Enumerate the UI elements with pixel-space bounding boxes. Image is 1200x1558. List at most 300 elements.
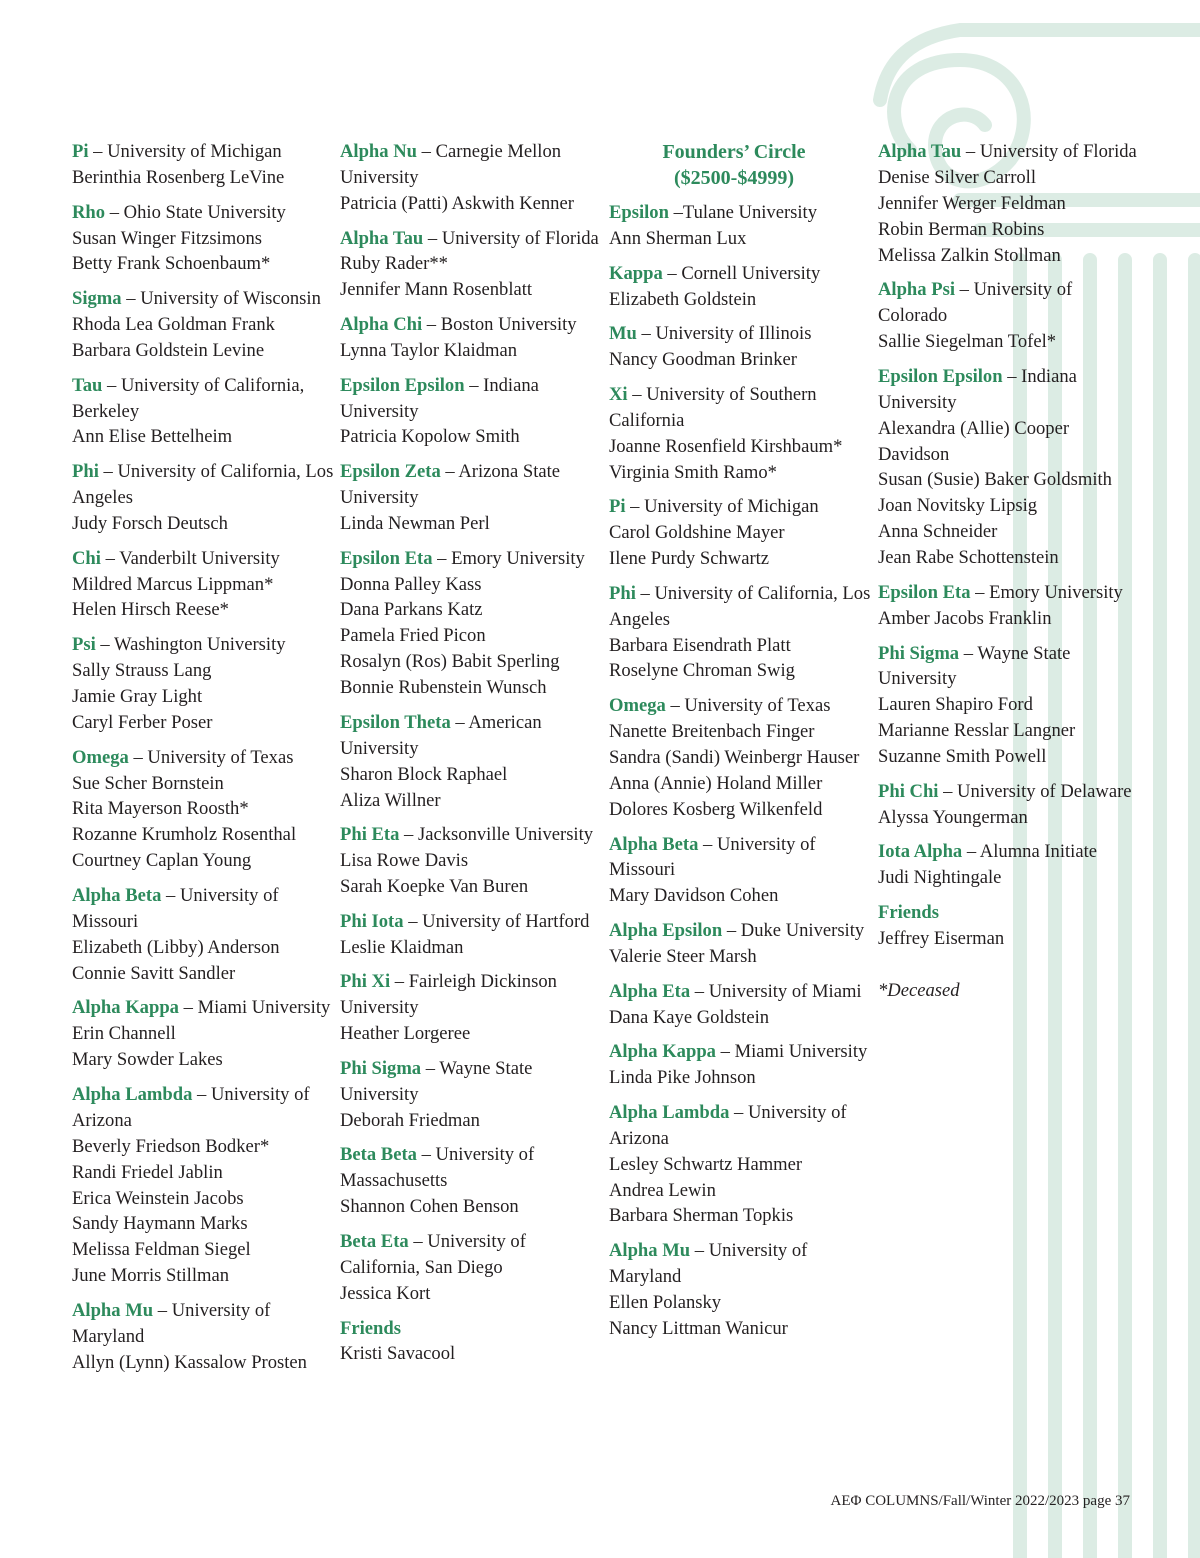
donor-name: Virginia Smith Ramo* — [609, 461, 777, 483]
separator: – — [95, 634, 115, 656]
donor-name: Dana Kaye Goldstein — [609, 1006, 770, 1028]
donor-name: Heather Lorgeree — [340, 1023, 471, 1045]
chapter-entry — [878, 364, 1140, 571]
chapter-heading — [609, 382, 871, 434]
chapter-heading — [878, 139, 1140, 165]
chapter-heading — [72, 995, 334, 1021]
chapter-entry — [878, 580, 1140, 632]
donor-name: Dolores Kosberg Wilkenfeld — [609, 798, 823, 820]
donor-name: Rozanne Krumholz Rosenthal — [72, 824, 297, 846]
chapter-name: Alpha Lambda — [609, 1101, 730, 1123]
institution-name: Duke University — [740, 920, 865, 942]
deceased-note: *Deceased — [878, 979, 960, 1001]
institution-name: Alumna Initiate — [979, 841, 1098, 863]
donor-name: Ann Sherman Lux — [609, 227, 747, 249]
institution-name: University of Texas — [684, 695, 831, 717]
chapter-heading — [340, 373, 602, 425]
chapter-entry — [72, 546, 334, 624]
chapter-heading — [72, 1298, 334, 1350]
chapter-name: Alpha Chi — [340, 314, 423, 336]
donor-name: Barbara Goldstein Levine — [72, 339, 265, 361]
chapter-heading — [878, 580, 1140, 606]
separator: – — [690, 980, 709, 1002]
chapter-name: Epsilon Epsilon — [340, 374, 465, 396]
donor-name: Ellen Polansky — [609, 1292, 722, 1313]
institution-name: Arizona State University — [340, 461, 561, 509]
chapter-entry — [72, 745, 334, 875]
chapter-heading — [609, 494, 871, 520]
chapter-heading — [609, 979, 871, 1005]
institution-name: University of Maryland — [609, 1240, 808, 1288]
donor-name: Melissa Feldman Siegel — [72, 1239, 251, 1261]
chapter-name: Phi Chi — [878, 780, 939, 802]
chapter-heading — [340, 546, 602, 572]
institution-name: University of Florida — [979, 141, 1137, 162]
donor-name: Rita Mayerson Roosth* — [72, 798, 249, 820]
separator: – — [416, 1144, 436, 1166]
institution-name: University of Delaware — [957, 780, 1132, 802]
separator: – — [625, 496, 645, 518]
separator: – — [635, 582, 655, 604]
separator: – — [627, 383, 647, 405]
donor-name: Jennifer Mann Rosenblatt — [340, 279, 533, 301]
separator: – — [423, 227, 442, 249]
institution-name: University of Texas — [147, 746, 294, 768]
donor-name: Leslie Klaidman — [340, 936, 464, 958]
chapter-entry — [609, 832, 871, 910]
chapter-heading — [340, 312, 602, 338]
separator: – — [128, 746, 148, 768]
institution-name: University of California, Los Angeles — [609, 582, 871, 630]
donor-name: Aliza Willner — [340, 789, 441, 811]
donor-name: Jean Rabe Schottenstein — [878, 547, 1059, 569]
chapter-heading — [72, 745, 334, 771]
chapter-heading — [340, 226, 602, 252]
chapter-name: Phi Iota — [340, 910, 404, 932]
chapter-entry — [72, 632, 334, 736]
chapter-name: Alpha Beta — [72, 884, 162, 906]
donor-name: Lauren Shapiro Ford — [878, 694, 1033, 716]
chapter-name: Omega — [609, 695, 666, 717]
donor-name: Jamie Gray Light — [72, 686, 203, 707]
chapter-entry — [340, 373, 602, 451]
chapter-entry — [72, 1082, 334, 1289]
chapter-entry — [340, 1316, 602, 1368]
donor-name: Allyn (Lynn) Kassalow Prosten — [72, 1351, 307, 1373]
chapter-entry — [340, 1142, 602, 1220]
separator: – — [105, 201, 124, 223]
chapter-name: Alpha Psi — [878, 279, 955, 301]
chapter-heading — [340, 139, 602, 191]
institution-name: Wayne State University — [340, 1057, 533, 1105]
donor-name: Robin Berman Robins — [878, 218, 1045, 240]
donor-name: Elizabeth (Libby) Anderson — [72, 936, 280, 958]
chapter-entry — [72, 459, 334, 537]
donor-name: Sue Scher Bornstein — [72, 772, 224, 794]
chapter-name: Alpha Epsilon — [609, 920, 723, 942]
chapter-name: Sigma — [72, 288, 122, 310]
chapter-heading — [340, 710, 602, 762]
donor-name: Jessica Kort — [340, 1282, 431, 1304]
chapter-entry — [609, 918, 871, 970]
institution-name: Jacksonville University — [418, 824, 594, 846]
chapter-entry — [609, 581, 871, 685]
chapter-name: Tau — [72, 374, 103, 396]
chapter-heading — [340, 459, 602, 511]
institution-name: University of Michigan — [644, 496, 819, 518]
donor-name: Lesley Schwartz Hammer — [609, 1153, 803, 1175]
donor-name: Judy Forsch Deutsch — [72, 512, 228, 534]
chapter-name: Pi — [72, 141, 89, 162]
chapter-heading — [72, 373, 334, 425]
donor-name: Helen Hirsch Reese* — [72, 599, 229, 621]
donor-name: Linda Pike Johnson — [609, 1067, 756, 1089]
separator: – — [417, 141, 436, 162]
chapter-name: Epsilon Eta — [340, 547, 433, 569]
donor-name: Alyssa Youngerman — [878, 806, 1028, 828]
donor-name: Jennifer Werger Feldman — [878, 192, 1066, 214]
separator: – — [432, 547, 452, 569]
chapter-name: Mu — [609, 323, 637, 345]
chapter-entry — [878, 900, 1140, 952]
chapter-name: Phi Sigma — [878, 642, 960, 664]
chapter-heading — [609, 1238, 871, 1290]
separator: – — [668, 202, 683, 223]
separator: – — [938, 780, 958, 802]
chapter-heading — [609, 261, 871, 287]
donor-name: Sallie Siegelman Tofel* — [878, 331, 1057, 353]
chapter-name: Beta Eta — [340, 1231, 409, 1252]
chapter-entry — [72, 995, 334, 1073]
chapter-entry — [340, 1229, 602, 1307]
institution-name: Washington University — [114, 634, 286, 656]
chapter-heading — [340, 1229, 602, 1281]
chapter-entry — [72, 139, 334, 191]
donor-column-4 — [878, 139, 1140, 1004]
donor-name: Kristi Savacool — [340, 1343, 456, 1365]
chapter-entry — [609, 1238, 871, 1342]
institution-name: Boston University — [440, 314, 577, 336]
chapter-heading — [878, 839, 1140, 865]
donor-name: Sandra (Sandi) Weinbergr Hauser — [609, 747, 860, 768]
separator: – — [153, 1299, 172, 1321]
chapter-heading — [878, 641, 1140, 693]
donor-name: Ruby Rader** — [340, 253, 448, 275]
donor-name: Mary Sowder Lakes — [72, 1049, 223, 1071]
donor-name: Bonnie Rubenstein Wunsch — [340, 677, 547, 699]
section-title — [609, 139, 871, 191]
chapter-entry — [878, 277, 1140, 355]
chapter-entry — [72, 200, 334, 278]
chapter-name: Omega — [72, 746, 129, 768]
chapter-entry — [609, 200, 871, 252]
chapter-entry — [609, 1039, 871, 1091]
donor-name: Nancy Littman Wanicur — [609, 1317, 788, 1339]
donor-column-1 — [72, 139, 334, 1384]
chapter-entry — [340, 822, 602, 900]
chapter-name: Pi — [609, 496, 626, 518]
separator: – — [421, 1057, 440, 1079]
chapter-name: Beta Beta — [340, 1144, 417, 1166]
donor-name: Barbara Sherman Topkis — [609, 1205, 794, 1227]
donor-name: Donna Palley Kass — [340, 573, 482, 595]
chapter-name: Kappa — [609, 262, 663, 284]
chapter-heading — [72, 546, 334, 572]
chapter-entry — [878, 641, 1140, 771]
institution-name: Fairleigh Dickinson University — [340, 971, 557, 1019]
donor-name: Sarah Koepke Van Buren — [340, 876, 529, 898]
institution-name: University of Wisconsin — [140, 288, 321, 310]
institution-name: Tulane University — [682, 202, 818, 223]
chapter-entry — [340, 459, 602, 537]
separator: – — [729, 1101, 748, 1123]
donor-name: Erica Weinstein Jacobs — [72, 1187, 244, 1209]
institution-name: University of Maryland — [72, 1299, 271, 1347]
separator: – — [399, 824, 418, 846]
institution-name: Emory University — [451, 547, 585, 569]
chapter-entry — [609, 1100, 871, 1230]
chapter-heading — [340, 822, 602, 848]
donor-name: Pamela Fried Picon — [340, 625, 486, 647]
institution-name: Miami University — [734, 1041, 868, 1063]
chapter-name: Chi — [72, 547, 101, 569]
institution-name: Indiana University — [878, 365, 1077, 413]
donor-name: Joan Novitsky Lipsig — [878, 495, 1038, 517]
chapter-entry — [340, 1056, 602, 1134]
chapter-heading — [340, 1142, 602, 1194]
separator: – — [403, 910, 423, 932]
institution-name: University of Arizona — [72, 1083, 310, 1131]
donor-name: Ann Elise Bettelheim — [72, 426, 233, 448]
donor-name: Betty Frank Schoenbaum* — [72, 253, 271, 275]
institution-name: University of Florida — [441, 227, 599, 249]
institution-name: Miami University — [197, 997, 331, 1019]
chapter-entry — [340, 909, 602, 961]
institution-name: University of Colorado — [878, 279, 1073, 327]
chapter-heading — [340, 1316, 602, 1342]
institution-name: University of Southern California — [609, 383, 817, 431]
separator: – — [961, 141, 980, 162]
institution-name: Vanderbilt University — [119, 547, 280, 569]
donor-name: Berinthia Rosenberg LeVine — [72, 166, 285, 188]
chapter-heading — [72, 632, 334, 658]
institution-name: University of Hartford — [422, 910, 590, 932]
donor-name: Dana Parkans Katz — [340, 599, 483, 621]
donor-name: Mildred Marcus Lippman* — [72, 573, 274, 595]
donor-name: Lynna Taylor Klaidman — [340, 339, 518, 361]
chapter-name: Psi — [72, 634, 96, 656]
chapter-entry — [609, 693, 871, 823]
separator: – — [698, 833, 717, 855]
donor-name: Alexandra (Allie) Cooper Davidson — [878, 417, 1070, 465]
donor-name: Lisa Rowe Davis — [340, 850, 469, 872]
institution-name: University of California, San Diego — [340, 1231, 526, 1278]
donor-name: June Morris Stillman — [72, 1265, 230, 1287]
donor-name: Mary Davidson Cohen — [609, 885, 779, 907]
chapter-entry — [72, 286, 334, 364]
separator: – — [408, 1231, 428, 1252]
chapter-heading — [340, 969, 602, 1021]
separator: – — [954, 279, 974, 301]
chapter-name: Xi — [609, 383, 628, 405]
donor-name: Sally Strauss Lang — [72, 660, 212, 682]
donor-column-3 — [609, 139, 871, 1351]
institution-name: Cornell University — [681, 262, 821, 284]
chapter-heading — [609, 693, 871, 719]
chapter-entry — [72, 1298, 334, 1376]
chapter-entry — [340, 710, 602, 814]
donor-name: Anna (Annie) Holand Miller — [609, 772, 823, 794]
chapter-name: Epsilon Eta — [878, 581, 971, 603]
chapter-name: Epsilon Zeta — [340, 461, 441, 483]
donor-name: Deborah Friedman — [340, 1109, 480, 1131]
chapter-heading — [609, 321, 871, 347]
chapter-heading — [340, 1056, 602, 1108]
chapter-heading — [609, 581, 871, 633]
chapter-name: Phi — [72, 461, 99, 483]
institution-name: University of Illinois — [655, 323, 812, 345]
institution-name: University of Missouri — [609, 833, 816, 881]
separator: – — [962, 841, 980, 863]
donor-name: Randi Friedel Jablin — [72, 1161, 223, 1183]
chapter-name: Phi — [609, 582, 636, 604]
donor-name: Andrea Lewin — [609, 1179, 716, 1201]
donor-name: Valerie Steer Marsh — [609, 945, 757, 967]
chapter-entry — [340, 546, 602, 701]
donor-name: Suzanne Smith Powell — [878, 746, 1047, 768]
chapter-heading — [609, 918, 871, 944]
donor-name: Courtney Caplan Young — [72, 850, 252, 872]
separator: – — [98, 461, 118, 483]
donor-name: Patricia (Patti) Askwith Kenner — [340, 192, 574, 214]
chapter-name: Alpha Tau — [340, 227, 424, 249]
separator: – — [390, 971, 409, 993]
separator: – — [121, 288, 141, 310]
donor-name: Susan Winger Fitzsimons — [72, 227, 263, 249]
separator: – — [100, 547, 120, 569]
chapter-entry — [340, 969, 602, 1047]
chapter-name: Alpha Nu — [340, 141, 417, 162]
chapter-heading — [72, 139, 334, 165]
page-footer: ΑΕΦ COLUMNS/Fall/Winter 2022/2023 page 37 — [830, 1493, 1130, 1509]
chapter-entry — [340, 226, 602, 304]
donor-name: Amber Jacobs Franklin — [878, 607, 1052, 629]
institution-name: Wayne State University — [878, 642, 1071, 690]
chapter-name: Rho — [72, 201, 106, 223]
separator: – — [690, 1240, 709, 1262]
institution-name: University of Missouri — [72, 884, 279, 932]
section-title-name: Founders’ Circle — [662, 141, 806, 163]
donor-name: Denise Silver Carroll — [878, 166, 1037, 188]
donor-name: Nancy Goodman Brinker — [609, 349, 797, 371]
separator: – — [715, 1041, 735, 1063]
chapter-entry — [609, 321, 871, 373]
chapter-heading — [609, 1039, 871, 1065]
chapter-entry — [878, 779, 1140, 831]
separator: – — [88, 141, 108, 162]
chapter-entry — [609, 494, 871, 572]
institution-name: Ohio State University — [123, 201, 286, 223]
donor-name: Barbara Eisendrath Platt — [609, 634, 791, 656]
separator: – — [161, 884, 180, 906]
chapter-heading — [609, 200, 871, 226]
chapter-name: Alpha Eta — [609, 980, 691, 1002]
donor-name: Judi Nightingale — [878, 867, 1002, 889]
chapter-entry — [72, 373, 334, 451]
chapter-name: Alpha Beta — [609, 833, 699, 855]
chapter-name: Iota Alpha — [878, 841, 963, 863]
institution-name: Indiana University — [340, 374, 539, 422]
chapter-entry — [878, 839, 1140, 891]
chapter-name: Phi Sigma — [340, 1057, 422, 1079]
chapter-heading — [72, 286, 334, 312]
donor-name: Elizabeth Goldstein — [609, 288, 757, 310]
chapter-heading — [878, 277, 1140, 329]
donor-name: Marianne Resslar Langner — [878, 720, 1076, 742]
chapter-entry — [340, 139, 602, 217]
institution-name: University of Arizona — [609, 1101, 847, 1149]
donor-name: Rosalyn (Ros) Babit Sperling — [340, 651, 560, 673]
donor-name: Shannon Cohen Benson — [340, 1196, 519, 1218]
chapter-name: Alpha Lambda — [72, 1083, 193, 1105]
donor-name: Joanne Rosenfield Kirshbaum* — [609, 435, 843, 457]
chapter-entry — [609, 382, 871, 486]
chapter-name: Alpha Kappa — [72, 997, 179, 1019]
donor-name: Carol Goldshine Mayer — [609, 522, 785, 544]
institution-name: University of Massachusetts — [340, 1144, 535, 1192]
chapter-name: Friends — [878, 902, 939, 924]
chapter-entry — [72, 883, 334, 987]
chapter-name: Friends — [340, 1317, 401, 1339]
institution-name: Carnegie Mellon University — [340, 141, 562, 188]
donor-name: Anna Schneider — [878, 521, 998, 543]
donor-name: Beverly Friedson Bodker* — [72, 1135, 270, 1157]
chapter-heading — [72, 200, 334, 226]
chapter-heading — [609, 832, 871, 884]
chapter-name: Alpha Kappa — [609, 1041, 716, 1063]
chapter-heading — [609, 1100, 871, 1152]
chapter-entry — [878, 139, 1140, 269]
donor-name: Connie Savitt Sandler — [72, 962, 236, 984]
separator: – — [422, 314, 441, 336]
chapter-name: Epsilon Epsilon — [878, 365, 1003, 387]
institution-name: University of Miami — [708, 980, 862, 1002]
donor-name: Sharon Block Raphael — [340, 763, 508, 785]
institution-name: Emory University — [989, 581, 1123, 603]
institution-name: American University — [340, 711, 542, 759]
separator: – — [450, 711, 469, 733]
donor-name: Sandy Haymann Marks — [72, 1213, 248, 1235]
institution-name: University of California, Los Angeles — [72, 461, 334, 509]
chapter-name: Alpha Tau — [878, 141, 962, 162]
chapter-heading — [878, 779, 1140, 805]
donor-name: Roselyne Chroman Swig — [609, 660, 795, 682]
institution-name: University of California, Berkeley — [72, 374, 305, 422]
section-title-range: ($2500-$4999) — [674, 167, 794, 189]
donor-column-2 — [340, 139, 602, 1376]
separator: – — [192, 1083, 211, 1105]
separator: – — [662, 262, 682, 284]
chapter-entry — [609, 979, 871, 1031]
chapter-heading — [72, 459, 334, 511]
donor-name: Erin Channell — [72, 1023, 176, 1045]
separator: – — [959, 642, 978, 664]
donor-name: Nanette Breitenbach Finger — [609, 721, 815, 743]
chapter-entry — [609, 261, 871, 313]
separator: – — [722, 920, 741, 942]
separator: – — [178, 997, 198, 1019]
separator: – — [665, 695, 685, 717]
